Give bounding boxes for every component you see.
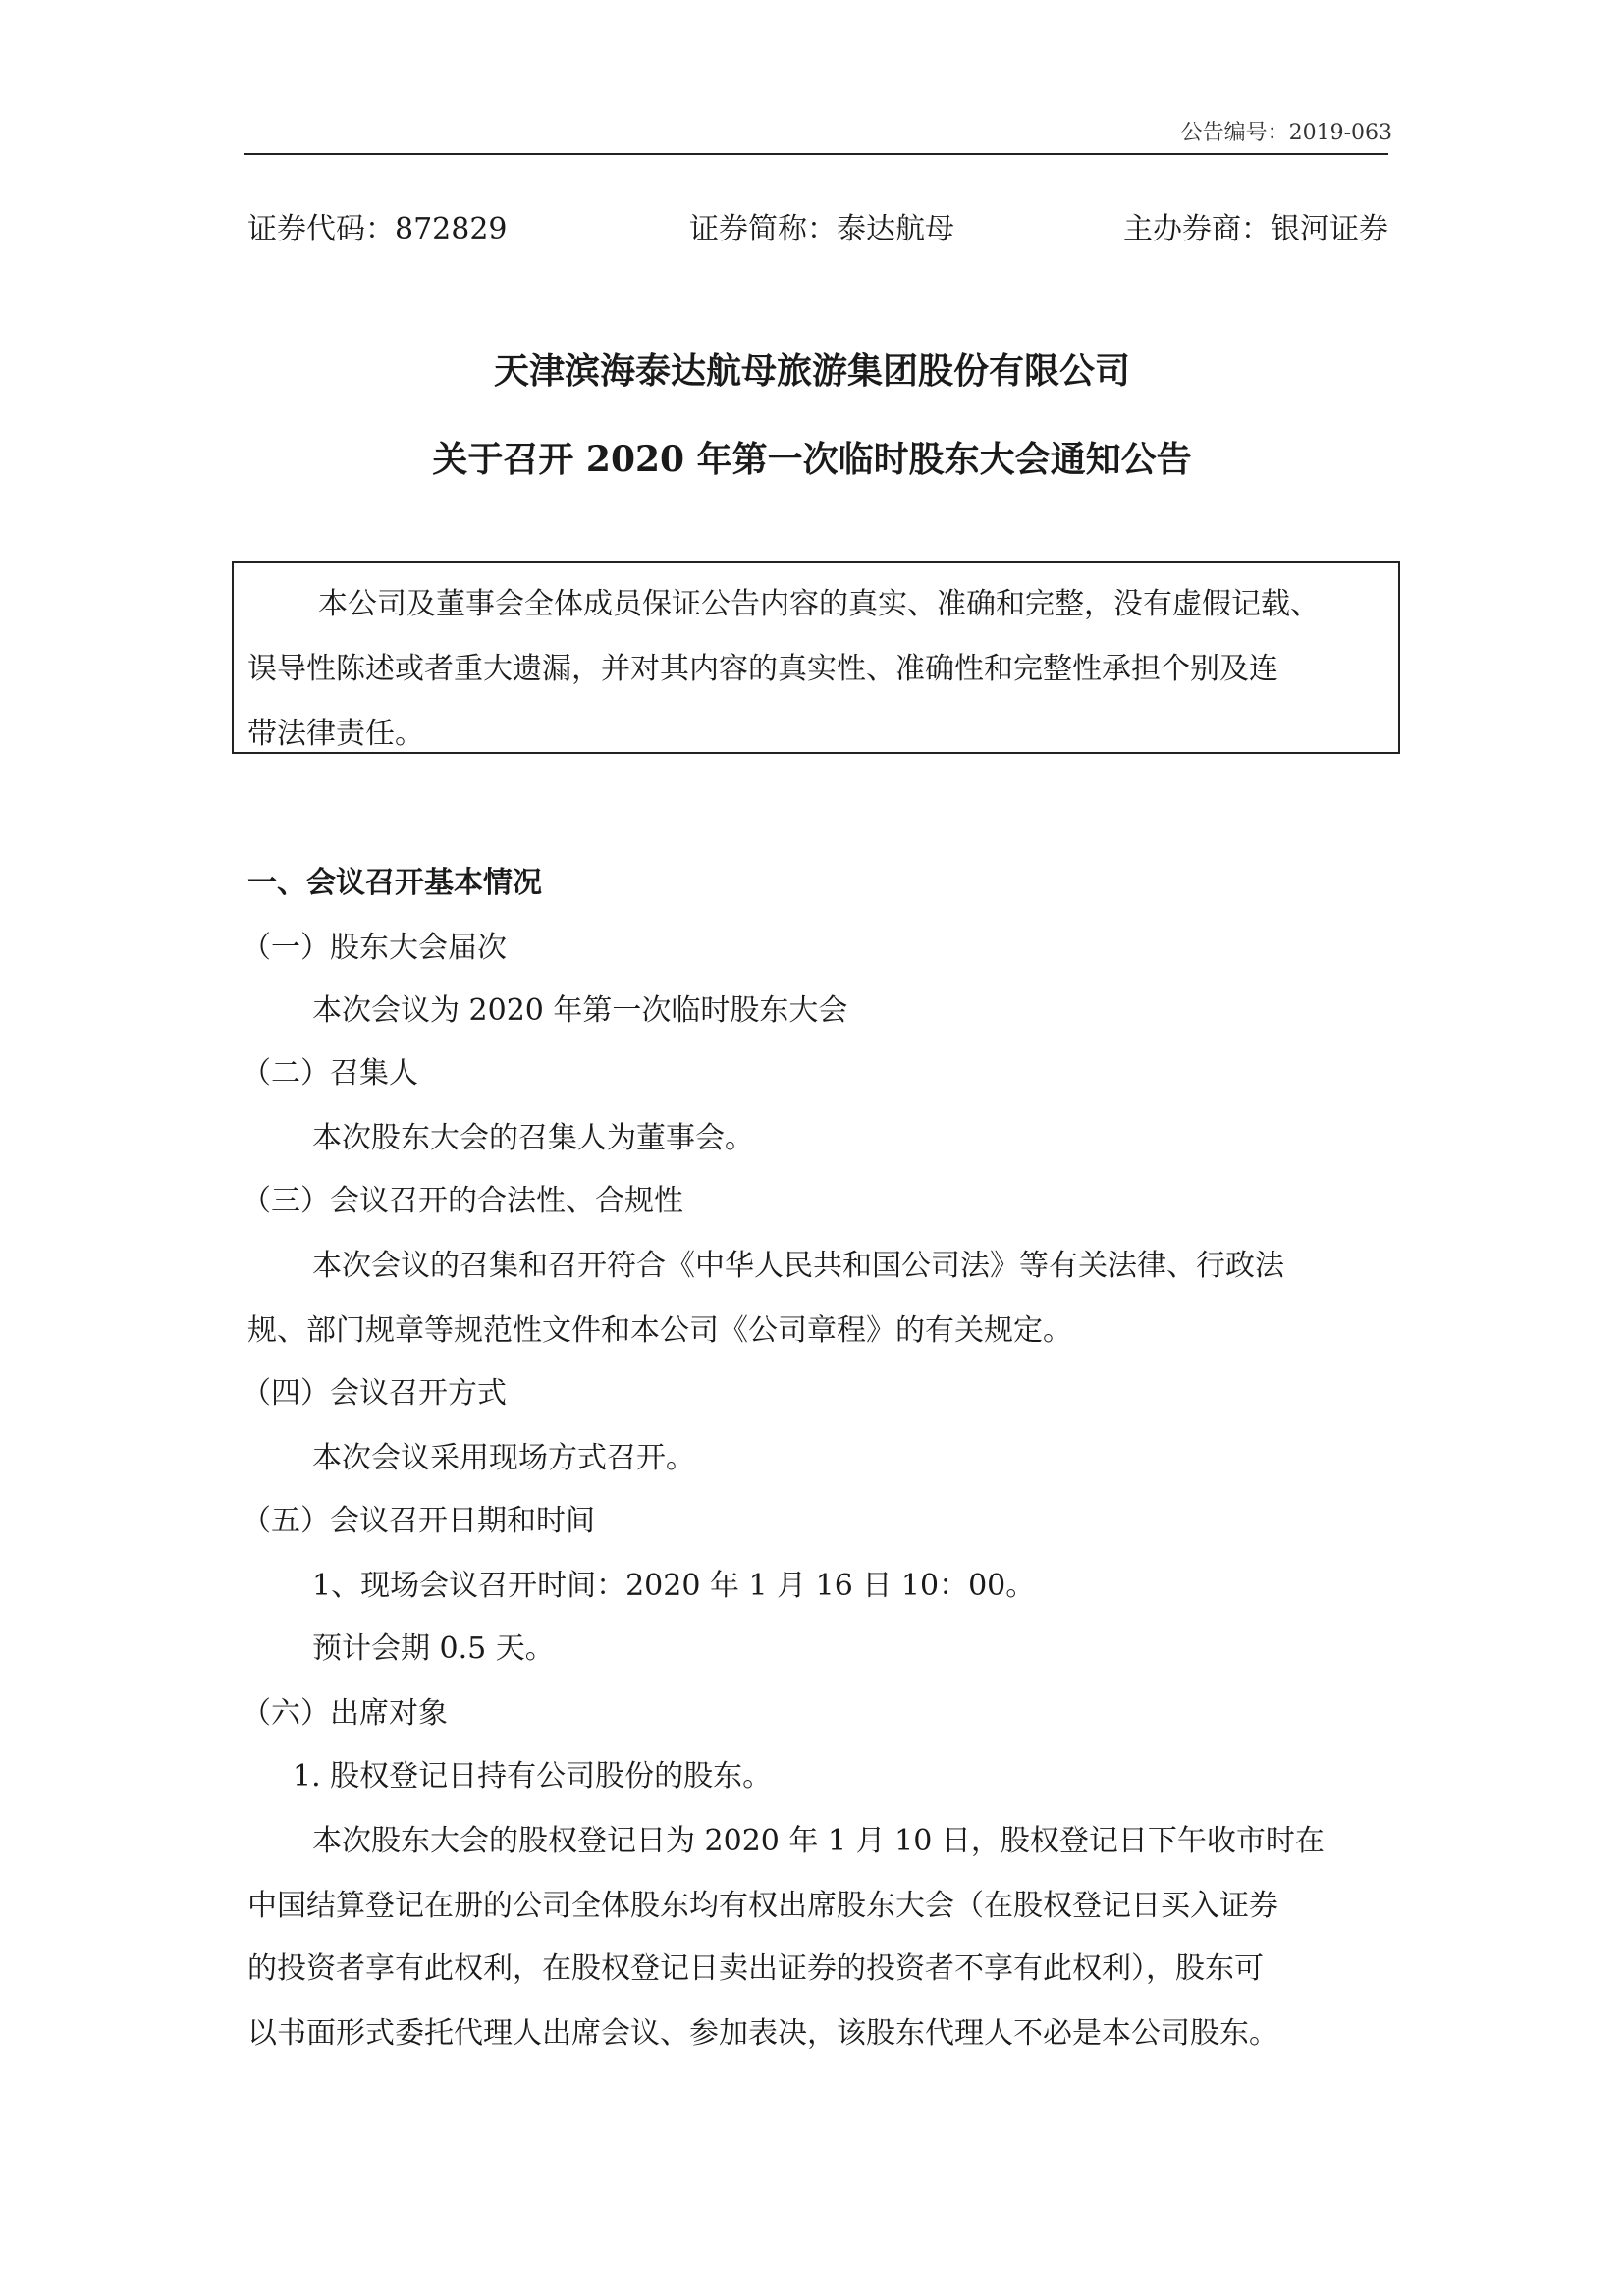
header-divider — [244, 153, 1388, 155]
sub3-text-1: 本次会议的召集和召开符合《中华人民共和国公司法》等有关法律、行政法 — [312, 1249, 1284, 1283]
securities-code: 证券代码：872829 — [247, 212, 508, 246]
sub5-text-1: 1、现场会议召开时间：2020 年 1 月 16 日 10：00。 — [312, 1569, 1036, 1603]
sub3-text-2: 规、部门规章等规范性文件和本公司《公司章程》的有关规定。 — [247, 1313, 1072, 1348]
sub4-title: （四）会议召开方式 — [242, 1376, 507, 1411]
announcement-number: 公告编号：2019-063 — [1180, 121, 1392, 145]
sub5-title: （五）会议召开日期和时间 — [242, 1504, 595, 1538]
sub6-text-3: 的投资者享有此权利，在股权登记日卖出证券的投资者不享有此权利），股东可 — [247, 1951, 1264, 1986]
announcement-title: 关于召开 2020 年第一次临时股东大会通知公告 — [432, 439, 1192, 480]
sub6-item-1: 1. 股权登记日持有公司股份的股东。 — [293, 1759, 773, 1793]
securities-info-row — [247, 204, 1388, 253]
board-guarantee-box — [232, 561, 1400, 754]
sponsor-broker: 主办券商：银河证券 — [1123, 212, 1388, 246]
sub6-text-4: 以书面形式委托代理人出席会议、参加表决，该股东代理人不必是本公司股东。 — [247, 2016, 1278, 2051]
sub4-text: 本次会议采用现场方式召开。 — [312, 1441, 695, 1475]
securities-short-name: 证券简称：泰达航母 — [689, 212, 954, 246]
sub1-text: 本次会议为 2020 年第一次临时股东大会 — [312, 993, 848, 1028]
sub6-title: （六）出席对象 — [242, 1696, 448, 1731]
section-heading: 一、会议召开基本情况 — [247, 866, 542, 900]
sub6-text-2: 中国结算登记在册的公司全体股东均有权出席股东大会（在股权登记日买入证券 — [247, 1889, 1278, 1923]
sub3-title: （三）会议召开的合法性、合规性 — [242, 1184, 683, 1218]
notice-line-3: 带法律责任。 — [247, 717, 424, 751]
sub5-text-2: 预计会期 0.5 天。 — [312, 1631, 555, 1666]
sub2-title: （二）召集人 — [242, 1056, 418, 1091]
sub1-title: （一）股东大会届次 — [242, 931, 507, 965]
sub2-text: 本次股东大会的召集人为董事会。 — [312, 1121, 754, 1155]
notice-line-2: 误导性陈述或者重大遗漏，并对其内容的真实性、准确性和完整性承担个别及连 — [247, 652, 1278, 686]
company-title: 天津滨海泰达航母旅游集团股份有限公司 — [493, 350, 1130, 392]
sub6-text-1: 本次股东大会的股权登记日为 2020 年 1 月 10 日，股权登记日下午收市时在 — [312, 1824, 1325, 1858]
notice-line-1: 本公司及董事会全体成员保证公告内容的真实、准确和完整，没有虚假记载、 — [318, 587, 1320, 621]
